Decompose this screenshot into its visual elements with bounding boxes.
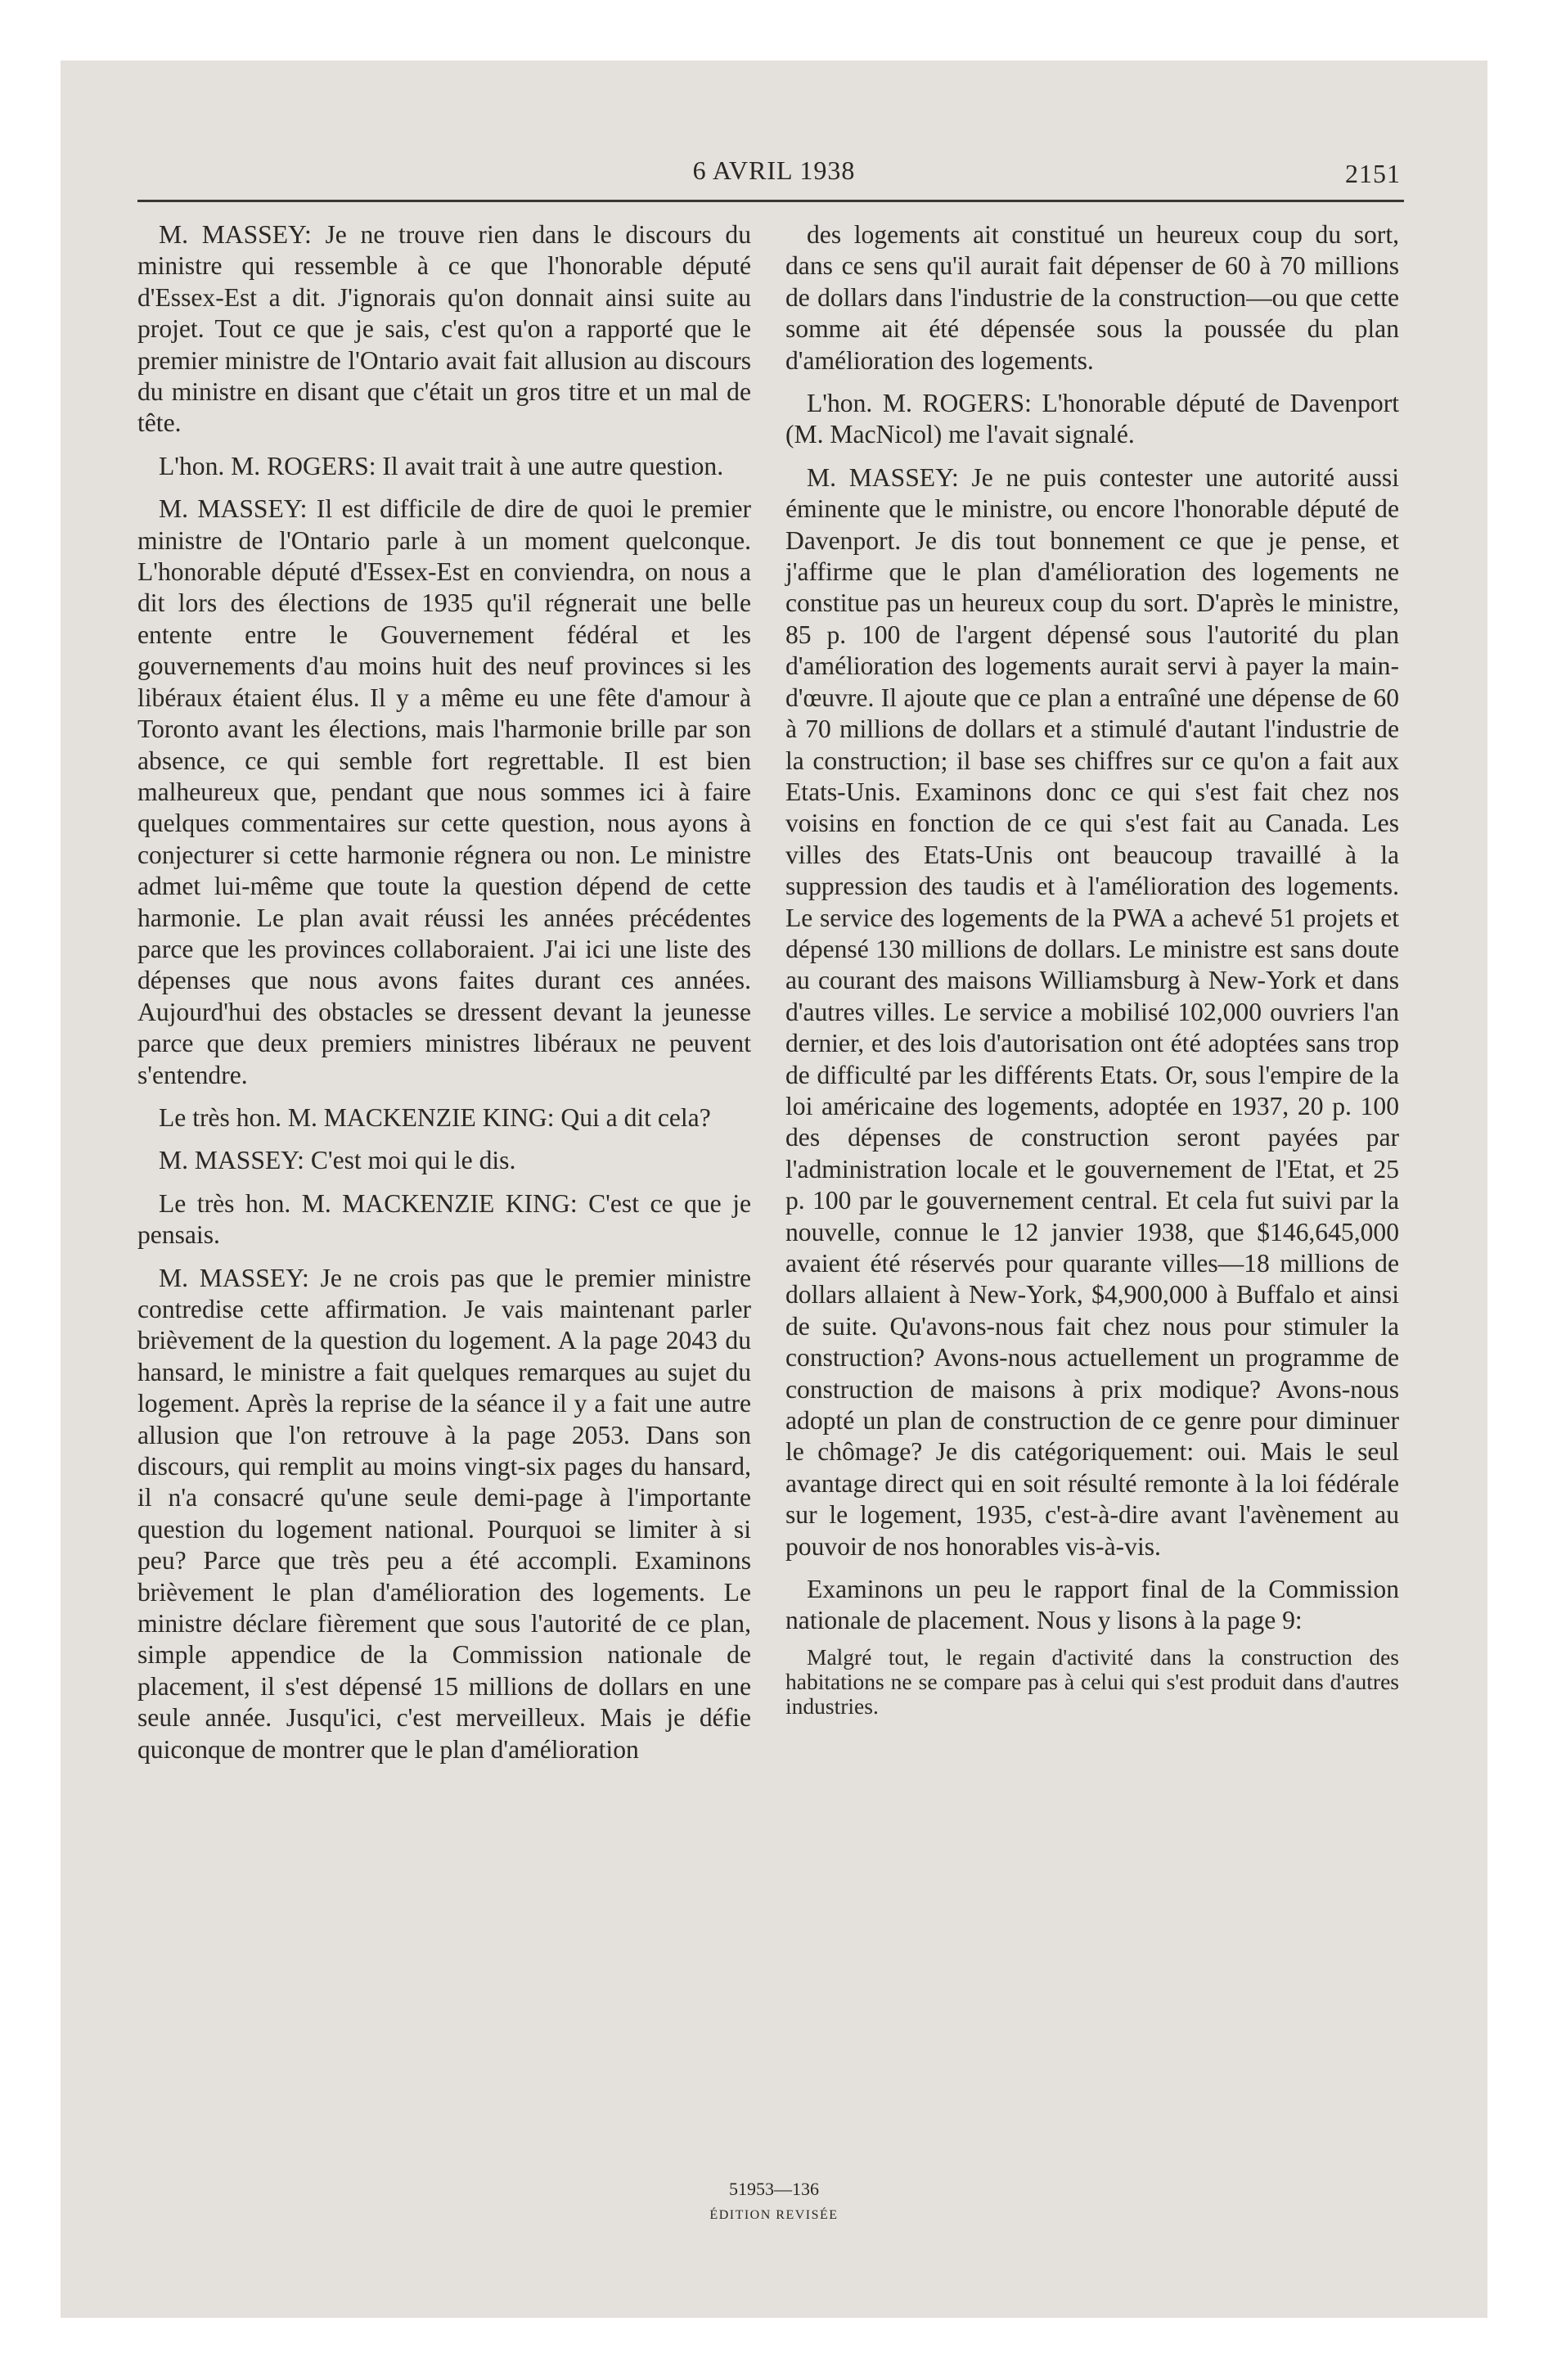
paragraph: M. MASSEY: Je ne crois pas que le premier ministre contredise cette affirmation. Je vais maintenant parler brièvement de la question du logement. A la page 2043 du hansard, le ministre a fait quelques remarques au sujet du logement. Après la reprise de la séance il y a fait une autre allusion que l'on retrouve à la page 2053. Dans son discours, qui remplit au moins vingt-six pages du hansard, il n'a consacré qu'une seule demi-page à l'importante question du logement national. Pourquoi se limiter à si peu? Parce que très peu a été accompli. Examinons brièvement le plan d'amélioration des logements. Le ministre déclare fièrement que sous l'autorité de ce plan, simple appendice de la Commission nationale de placement, il s'est dépensé 15 millions de dollars en une seule année. Jusqu'ici, c'est merveilleux. Mais je défie quiconque de montrer que le plan d'amélioration (137, 1263, 751, 1764)
paragraph: M. MASSEY: Il est difficile de dire de quoi le premier ministre de l'Ontario parle à un moment quelconque. L'honorable député d'Essex-Est en conviendra, on nous a dit lors des élections de 1935 qu'il régnerait une belle entente entre le Gouvernement fédéral et les gouvernements d'au moins huit des neuf provinces si les libéraux étaient élus. Il y a même eu une fête d'amour à Toronto avant les élections, mais l'harmonie brille par son absence, ce qui semble fort regrettable. Il est bien malheureux que, pendant que nous sommes ici à faire quelques commentaires sur cette question, nous ayons à conjecturer si cette harmonie régnera ou non. Le ministre admet lui-même que toute la question dépend de cette harmonie. Le plan avait réussi les années précédentes parce que les provinces collaboraient. J'ai ici une liste des dépenses que nous avons faites durant ces années. Aujourd'hui des obstacles se dressent devant la jeunesse parce que deux premiers ministres libéraux ne peuvent s'entendre. (137, 494, 751, 1089)
paragraph: M. MASSEY: C'est moi qui le dis. (159, 1146, 516, 1175)
paragraph: L'hon. M. ROGERS: Il avait trait à une autre question. (159, 451, 724, 480)
page-date: 6 AVRIL 1938 (692, 156, 856, 185)
paragraph: Le très hon. M. MACKENZIE KING: Qui a dit cela? (159, 1102, 711, 1132)
paragraph: L'hon. M. ROGERS: L'honorable député de Davenport (M. MacNicol) me l'avait signalé. (785, 389, 1399, 449)
paragraph: Le très hon. M. MACKENZIE KING: C'est ce que je pensais. (137, 1188, 751, 1250)
footer-code: 51953—136 (729, 2179, 819, 2199)
paragraph: M. MASSEY: Je ne puis contester une autorité aussi éminente que le ministre, ou encore l'honorable député de Davenport. Je dis tout bonnement ce que je pense, et j'affirme que le plan d'amélioration des logements ne constitue pas un heureux coup du sort. D'après le ministre, 85 p. 100 de l'argent dépensé sous l'autorité du plan d'amélioration des logements aurait servi à payer la main-d'œuvre. Il ajoute que ce plan a entraîné une dépense de 60 à 70 millions de dollars et a stimulé d'autant l'industrie de la construction; il base ses chiffres sur ce qu'on a fait aux Etats-Unis. Examinons donc ce qui s'est fait chez nos voisins en fonction de ce qui s'est fait au Canada. Les villes des Etats-Unis ont beaucoup travaillé à la suppression des taudis et à l'amélioration des logements. Le service des logements de la PWA a achevé 51 projets et dépensé 130 millions de dollars. Le ministre est sans doute au courant des maisons Williamsburg à New-York et dans d'autres villes. Le service a mobilisé 102,000 ouvriers l'an dernier, et des lois d'autorisation ont été adoptées sans trop de difficulté par les différents Etats. Or, sous l'empire de la loi américaine des logements, adoptée en 1937, 20 p. 100 des dépenses de construction seront payées par l'administration locale et le gouvernement de l'Etat, et 25 p. 100 par le gouvernement central. Et cela fut suivi par la nouvelle, connue le 12 janvier 1938, que $146,645,000 avaient été réservés pour quarante villes—18 millions de dollars allaient à New-York, $4,900,000 à Buffalo et ainsi de suite. Qu'avons-nous fait chez nous pour stimuler la construction? Avons-nous actuellement un programme de construction de maisons à prix modique? Avons-nous adopté un plan de construction de ce genre pour diminuer le chômage? Je dis catégoriquement: oui. Mais le seul avantage direct qui en soit résulté remonte à la loi fédérale sur le logement, 1935, c'est-à-dire avant l'avènement au pouvoir de nos honorables vis-à-vis. (785, 462, 1399, 1561)
right-column (785, 219, 1399, 1719)
paragraph: Examinons un peu le rapport final de la Commission nationale de placement. Nous y lisons à la page 9: (785, 1575, 1399, 1635)
page-number: 2151 (1345, 159, 1401, 188)
header-rule (137, 200, 1404, 202)
paragraph: M. MASSEY: Je ne trouve rien dans le discours du ministre qui ressemble à ce que l'honorable député d'Essex-Est a dit. J'ignorais qu'on donnait ainsi suite au projet. Tout ce que je sais, c'est qu'on a rapporté que le premier ministre de l'Ontario avait fait allusion au discours du ministre en disant que c'était un gros titre et un mal de tête. (137, 220, 751, 438)
paragraph: des logements ait constitué un heureux coup du sort, dans ce sens qu'il aurait fait dépenser de 60 à 70 millions de dollars dans l'industrie de la construction—ou que cette somme ait été dépensée sous la poussée du plan d'amélioration des logements. (785, 220, 1399, 375)
footer-edition: ÉDITION REVISÉE (709, 2208, 839, 2222)
left-column (137, 219, 751, 1765)
block-quote: Malgré tout, le regain d'activité dans la construction des habitations ne se compare pas à celui qui s'est produit dans d'autres industries. (785, 1643, 1399, 1719)
